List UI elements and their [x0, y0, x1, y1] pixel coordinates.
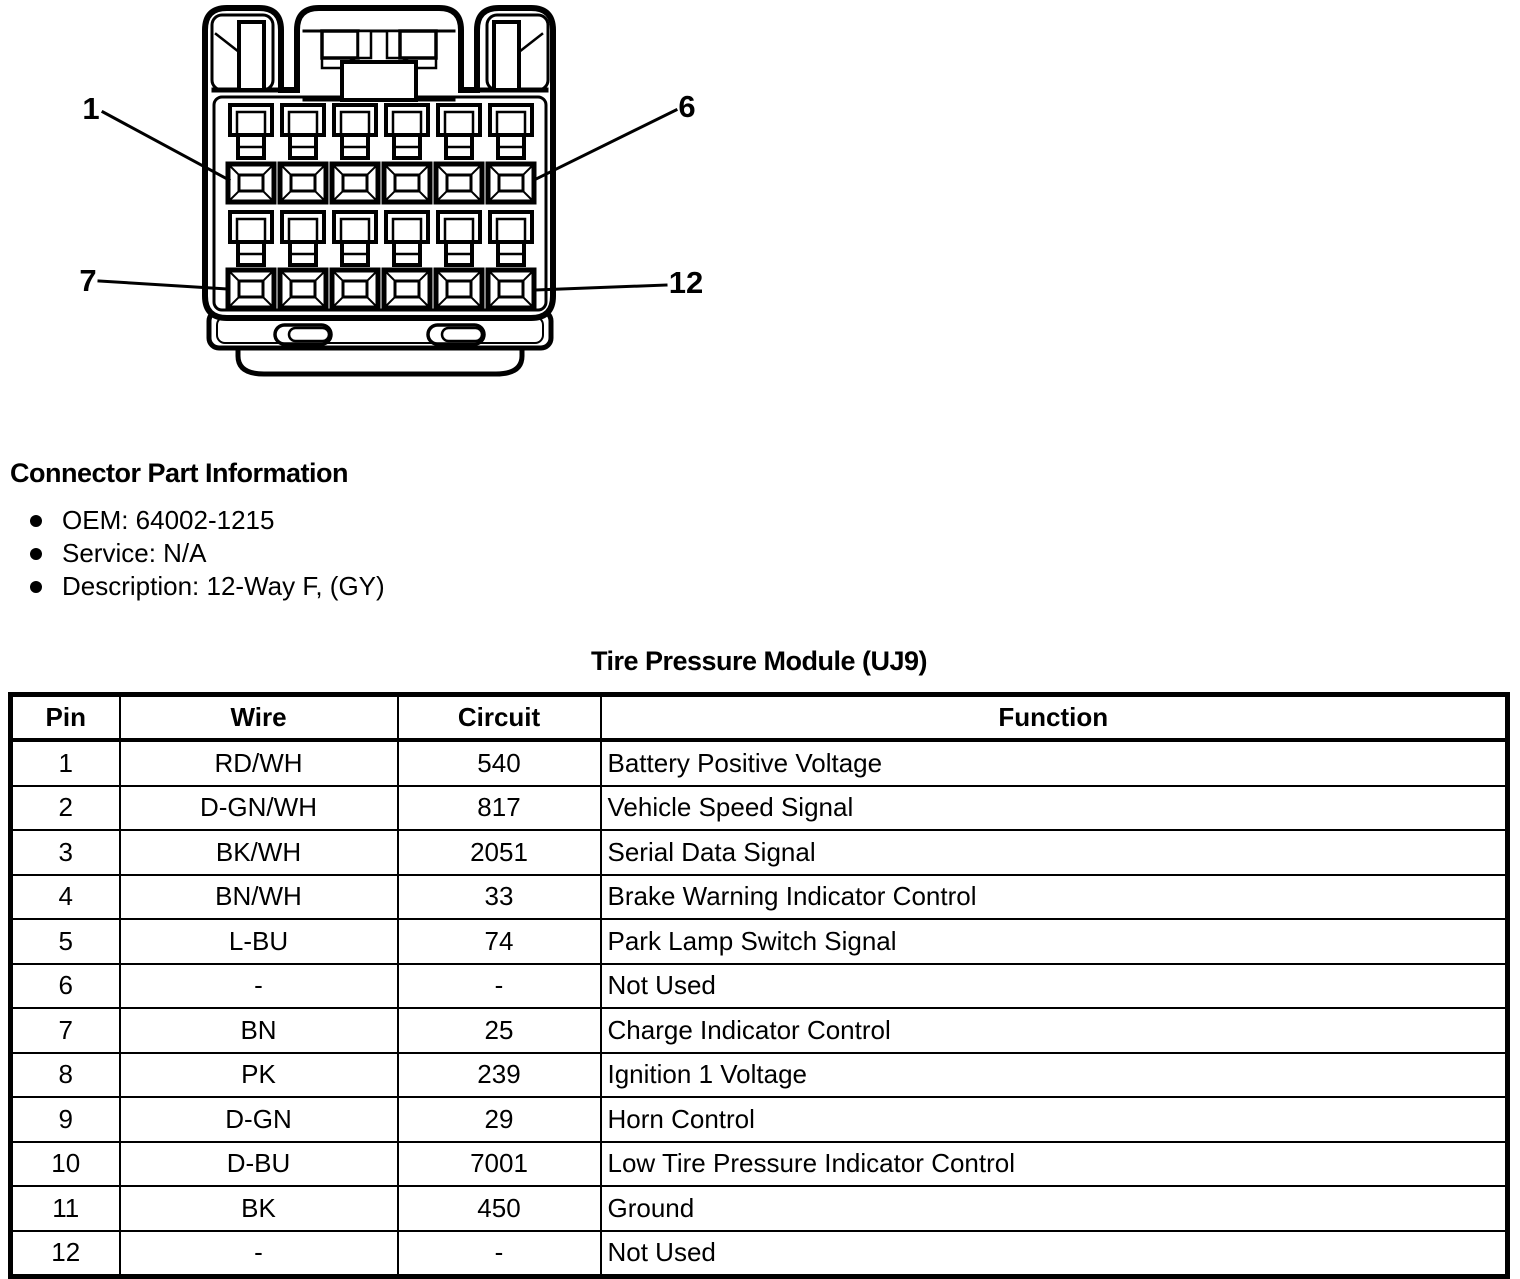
- table-cell: Not Used: [601, 1231, 1508, 1277]
- table-cell: Serial Data Signal: [601, 830, 1508, 875]
- pin-label-7: 7: [79, 263, 97, 298]
- table-cell: 33: [398, 875, 601, 920]
- leader-line-pin12: [537, 285, 666, 290]
- table-cell: -: [120, 1231, 398, 1277]
- table-cell: Ground: [601, 1186, 1508, 1231]
- table-cell: Ignition 1 Voltage: [601, 1053, 1508, 1098]
- table-cell: BN/WH: [120, 875, 398, 920]
- table-cell: 4: [11, 875, 120, 920]
- table-cell: Not Used: [601, 964, 1508, 1009]
- table-row: [11, 786, 1508, 831]
- pinout-table: [8, 692, 1510, 1279]
- table-cell: Horn Control: [601, 1097, 1508, 1142]
- table-cell: PK: [120, 1053, 398, 1098]
- part-info-item-oem: [0, 504, 385, 537]
- table-cell: -: [120, 964, 398, 1009]
- column-header-wire: Wire: [120, 695, 398, 741]
- table-cell: 817: [398, 786, 601, 831]
- table-cell: Brake Warning Indicator Control: [601, 875, 1508, 920]
- table-cell: 7: [11, 1008, 120, 1053]
- table-row: [11, 1097, 1508, 1142]
- table-cell: 11: [11, 1186, 120, 1231]
- part-info-item-service: [0, 537, 385, 570]
- table-row: [11, 1142, 1508, 1187]
- table-header-row: [11, 695, 1508, 741]
- table-cell: 29: [398, 1097, 601, 1142]
- table-cell: BK/WH: [120, 830, 398, 875]
- table-cell: Battery Positive Voltage: [601, 740, 1508, 786]
- part-info-service: Service: N/A: [62, 538, 207, 568]
- table-row: [11, 875, 1508, 920]
- table-row: [11, 964, 1508, 1009]
- connector-diagram: [0, 0, 760, 400]
- table-cell: -: [398, 964, 601, 1009]
- part-info-description: Description: 12-Way F, (GY): [62, 571, 385, 601]
- table-cell: Charge Indicator Control: [601, 1008, 1508, 1053]
- column-header-function: Function: [601, 695, 1508, 741]
- part-info-heading: Connector Part Information: [10, 458, 349, 488]
- table-cell: 9: [11, 1097, 120, 1142]
- table-cell: 12: [11, 1231, 120, 1277]
- table-row: [11, 740, 1508, 786]
- pin-label-6: 6: [678, 89, 696, 124]
- table-cell: 2051: [398, 830, 601, 875]
- table-cell: 1: [11, 740, 120, 786]
- table-cell: 8: [11, 1053, 120, 1098]
- table-cell: 450: [398, 1186, 601, 1231]
- table-row: [11, 1053, 1508, 1098]
- table-row: [11, 1231, 1508, 1277]
- column-header-pin: Pin: [11, 695, 120, 741]
- table-cell: 10: [11, 1142, 120, 1187]
- column-header-circuit: Circuit: [398, 695, 601, 741]
- table-cell: 540: [398, 740, 601, 786]
- table-cell: 3: [11, 830, 120, 875]
- table-cell: BN: [120, 1008, 398, 1053]
- table-cell: 2: [11, 786, 120, 831]
- table-title: Tire Pressure Module (UJ9): [590, 646, 928, 676]
- table-cell: Vehicle Speed Signal: [601, 786, 1508, 831]
- table-cell: 6: [11, 964, 120, 1009]
- bullet-icon: [30, 548, 42, 560]
- pin-label-12: 12: [668, 265, 704, 300]
- bullet-icon: [30, 581, 42, 593]
- table-row: [11, 919, 1508, 964]
- table-cell: 74: [398, 919, 601, 964]
- table-cell: RD/WH: [120, 740, 398, 786]
- pinout-table-body: [11, 740, 1508, 1277]
- part-info-list: [0, 504, 385, 603]
- table-row: [11, 1186, 1508, 1231]
- table-cell: L-BU: [120, 919, 398, 964]
- pin-label-1: 1: [82, 91, 100, 126]
- table-cell: D-BU: [120, 1142, 398, 1187]
- table-cell: 25: [398, 1008, 601, 1053]
- table-cell: -: [398, 1231, 601, 1277]
- table-cell: Park Lamp Switch Signal: [601, 919, 1508, 964]
- table-cell: Low Tire Pressure Indicator Control: [601, 1142, 1508, 1187]
- table-row: [11, 830, 1508, 875]
- table-cell: BK: [120, 1186, 398, 1231]
- table-cell: 5: [11, 919, 120, 964]
- table-cell: 239: [398, 1053, 601, 1098]
- part-info-item-description: [0, 570, 385, 603]
- table-cell: D-GN/WH: [120, 786, 398, 831]
- table-row: [11, 1008, 1508, 1053]
- bullet-icon: [30, 515, 42, 527]
- table-cell: 7001: [398, 1142, 601, 1187]
- table-cell: D-GN: [120, 1097, 398, 1142]
- part-info-oem: OEM: 64002-1215: [62, 505, 275, 535]
